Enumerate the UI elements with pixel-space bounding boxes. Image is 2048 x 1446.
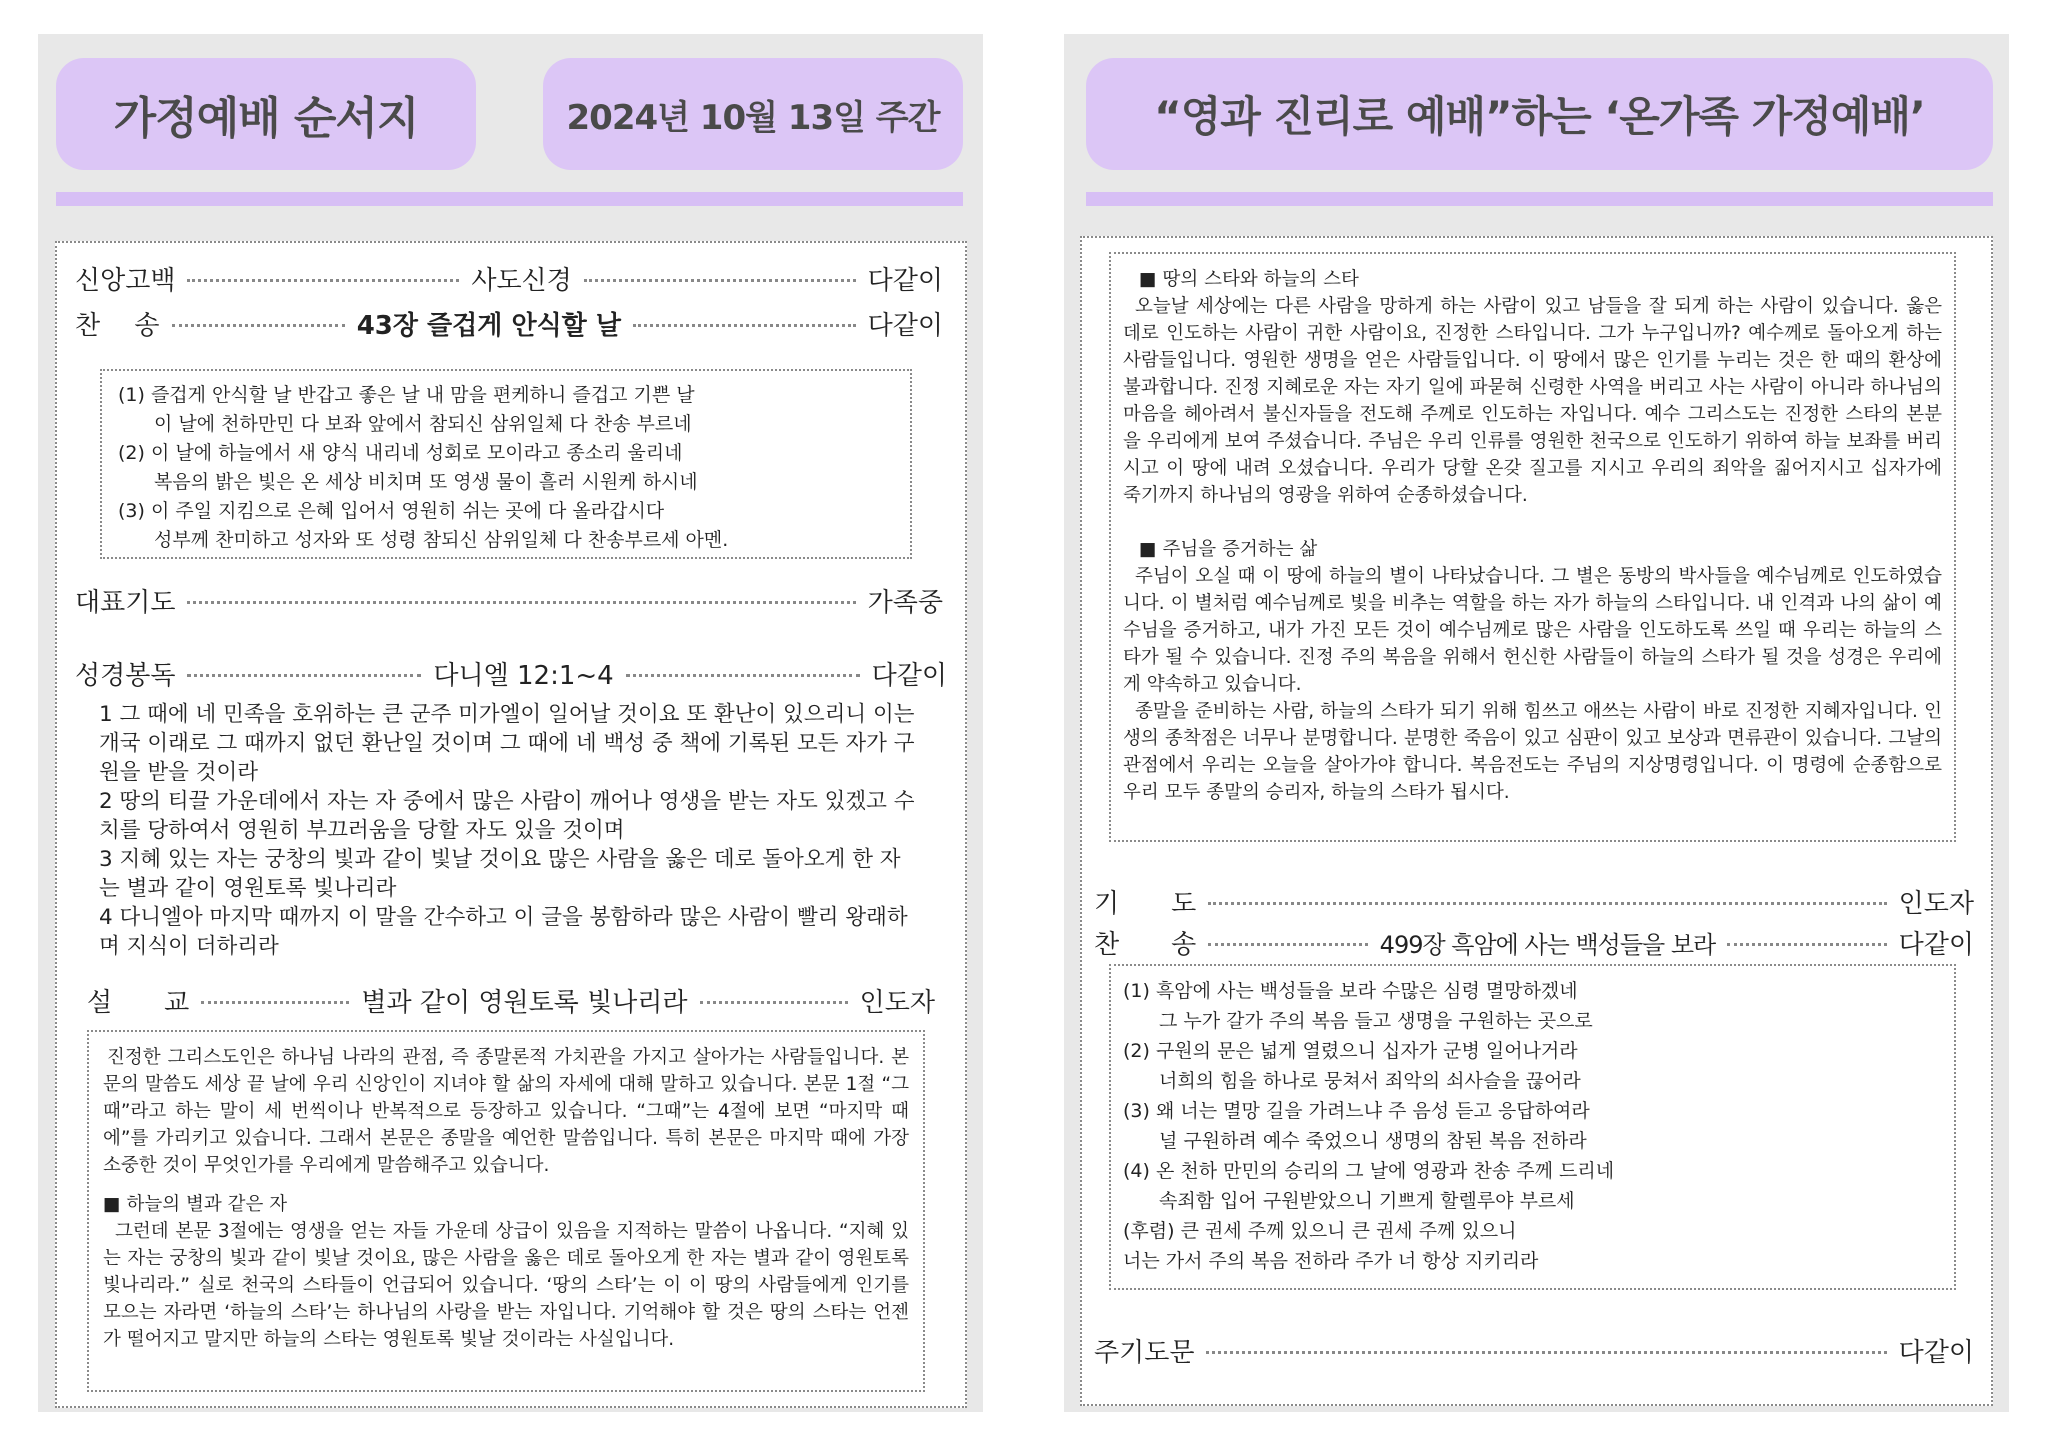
worship-date: 2024년 10월 13일 주간 [543,58,963,170]
hymn-line: (3) 왜 너는 멸망 길을 가려느냐 주 음성 듣고 응답하여라 [1123,1100,1590,1122]
scripture-verse: 2 땅의 티끌 가운데에서 자는 자 중에서 많은 사람이 깨어나 영생을 받는 자도 있겠고 수치를 당하여서 영원히 부끄러움을 당할 자도 있을 것이며 [99,789,915,843]
hymn-line: 그 누가 갈가 주의 복음 들고 생명을 구원하는 곳으로 [1159,1010,1593,1032]
sermon-section-heading: ■ 하늘의 별과 같은 자 [103,1191,909,1218]
section-heading-witness: ■ 주님을 증거하는 삶 [1123,536,1942,563]
hymn-line: (1) 즐겁게 안식할 날 반갑고 좋은 날 내 맘을 편케하니 즐겁고 기쁜 날 [118,384,695,406]
hymn-line: 너희의 힘을 하나로 뭉쳐서 죄악의 쇠사슬을 끊어라 [1159,1070,1581,1092]
section-text-witness-2: 종말을 준비하는 사람, 하늘의 스타가 되기 위해 힘쓰고 애쓰는 사람이 바로 진정한 지혜자입니다. 인생의 종착점은 너무나 분명합니다. 분명한 죽음이 있고 심판이 있고 보상과 면류관이 있습니다. 그날의 관점에서 우리는 오늘을 살아가야 합니다. 복음전도는 주님의 지상명령입니다. 이 명령에 순종함으로 우리 모두 종말의 승리자, 하늘의 스타가 됩시다. [1123,701,1942,803]
creed-row: 신앙고백 사도신경 다같이 [75,265,944,296]
scripture-verse: 4 다니엘아 마지막 때까지 이 말을 간수하고 이 글을 봉함하라 많은 사람이 빨리 왕래하며 지식이 더하리라 [99,905,908,959]
hymn-line: 너는 가서 주의 복음 전하라 주가 너 항상 지키리라 [1123,1250,1539,1272]
hymn-lyrics-box [100,369,912,559]
sermon-continued-box [1109,252,1956,842]
closing-hymn-lyrics-box [1109,964,1956,1290]
hymn-line: (후렴) 큰 권세 주께 있으니 큰 권세 주께 있으니 [1123,1220,1517,1242]
lords-prayer-row: 주기도문 다같이 [1094,1337,1974,1368]
hymn-line: 이 날에 천하만민 다 보좌 앞에서 참되신 삼위일체 다 찬송 부르네 [154,413,692,435]
sermon-box [87,1030,925,1392]
hymn-line: (2) 구원의 문은 넓게 열렸으니 십자가 군병 일어나거라 [1123,1040,1578,1062]
right-divider [1086,192,1993,206]
hymn-line: (4) 온 천하 만민의 승리의 그 날에 영광과 찬송 주께 드리네 [1123,1160,1615,1182]
hymn-line: 복음의 밝은 빛은 온 세상 비치며 또 영생 물이 흘러 시원케 하시네 [154,471,698,493]
sermon-intro: 진정한 그리스도인은 하나님 나라의 관점, 즉 종말론적 가치관을 가지고 살아가는 사람들입니다. 본문의 말씀도 세상 끝 날에 우리 신앙인이 지녀야 할 삶의 자세에 대해 말하고 있습니다. 본문 1절 “그때”라고 하는 말이 세 번씩이나 반복적으로 등장하고 있습니다. “그때”는 4절에 보면 “마지막 때에”를 가리키고 있습니다. 그래서 본문은 종말을 예언한 말씀입니다. 특히 본문은 마지막 때에 가장 소중한 것이 무엇인가를 우리에게 말씀해주고 있습니다. [103,1047,909,1176]
left-content [55,241,967,1408]
section-text-witness-1: 주님이 오실 때 이 땅에 하늘의 별이 나타났습니다. 그 별은 동방의 박사들을 예수님께로 인도하였습니다. 이 별처럼 예수님께로 빛을 비추는 역할을 하는 자가 하늘의 스타입니다. 내 인격과 나의 삶이 예수님을 증거하고, 내가 가진 모든 것이 예수님께로 많은 사람을 인도하도록 쓰일 때 우리는 하늘의 스타가 될 수 있습니다. 진정 주의 복음을 위해서 헌신한 사람들이 하늘의 스타가 될 것을 성경은 우리에게 약속하고 있습니다. [1123,566,1942,695]
scripture-verse: 3 지혜 있는 자는 궁창의 빛과 같이 빛날 것이요 많은 사람을 옳은 데로 돌아오게 한 자는 별과 같이 영원토록 빛나리라 [99,847,901,901]
closing-hymn-row: 찬 송 499장 흑암에 사는 백성들을 보라 다같이 [1094,929,1975,960]
hymn-line: (2) 이 날에 하늘에서 새 양식 내리네 성회로 모이라고 종소리 울리네 [118,442,683,464]
hymn-lyrics [118,381,910,555]
scripture-text [99,700,917,961]
left-divider [56,192,963,206]
right-content [1080,236,1993,1406]
hymn-line: (1) 흑암에 사는 백성들을 보라 수많은 심령 멸망하겠네 [1123,980,1578,1002]
section-text-stars: 오늘날 세상에는 다른 사람을 망하게 하는 사람이 있고 남들을 잘 되게 하는 사람이 있습니다. 옳은 데로 인도하는 사람이 귀한 사람이요, 진정한 스타입니다. 그가 누구입니까? 예수께로 돌아오게 하는 사람들입니다. 영원한 생명을 얻은 사람들입니다. 이 땅에서 많은 인기를 누리는 것은 한 때의 환상에 불과합니다. 진정 지혜로운 자는 자기 일에 파묻혀 신령한 사역을 버리고 사는 사람이 아니라 하나님의 마음을 헤아려서 불신자들을 전도해 주께로 인도하는 자입니다. 예수 그리스도는 진정한 스타의 본분을 우리에게 보여 주셨습니다. 주님은 우리 인류를 영원한 천국으로 인도하기 위하여 하늘 보좌를 버리시고 이 땅에 내려 오셨습니다. 우리가 당할 온갖 질고를 지시고 우리의 죄악을 짊어지시고 십자가에 죽기까지 하나님의 영광을 위하여 순종하셨습니다. [1123,296,1942,506]
prayer-row: 대표기도 가족중 [75,587,943,618]
hymn-line: (3) 이 주일 지킴으로 은혜 입어서 영원히 쉬는 곳에 다 올라갑시다 [118,500,665,522]
closing-prayer-row: 기 도 인도자 [1094,888,1974,919]
hymn-line: 속죄함 입어 구원받았으니 기쁘게 할렐루야 부르세 [1159,1190,1575,1212]
right-page [1064,34,2009,1412]
sermon-section-text: 그런데 본문 3절에는 영생을 얻는 자들 가운데 상급이 있음을 지적하는 말씀이 나옵니다. “지혜 있는 자는 궁창의 빛과 같이 빛날 것이요, 많은 사람을 옳은 데로 돌아오게 한 자는 별과 같이 영원토록 빛나리라.” 실로 천국의 스타들이 언급되어 있습니다. ‘땅의 스타’는 이 이 땅의 사람들에게 인기를 모으는 자라면 ‘하늘의 스타’는 하나님의 사랑을 받는 자입니다. 기억해야 할 것은 땅의 스타는 언젠가 떨어지고 말지만 하늘의 스타는 영원토록 빛날 것이라는 사실입니다. [103,1221,910,1350]
hymn-line: 성부께 찬미하고 성자와 또 성령 참되신 삼위일체 다 찬송부르세 아멘. [154,529,729,551]
hymn-row: 찬 송 43장 즐겁게 안식할 날 다같이 [75,310,943,341]
worship-title: 가정예배 순서지 [56,58,476,170]
scripture-verse: 1 그 때에 네 민족을 호위하는 큰 군주 미가엘이 일어날 것이요 또 환난이 있으리니 이는 개국 이래로 그 때까지 없던 환난일 것이며 그 때에 네 백성 중 책에 기록된 모든 자가 구원을 받을 것이라 [99,702,915,785]
reading-row: 성경봉독 다니엘 12:1~4 다같이 [75,660,947,691]
family-worship-title: “영과 진리로 예배”하는 ‘온가족 가정예배’ [1086,58,1993,170]
section-heading-stars: ■ 땅의 스타와 하늘의 스타 [1123,266,1942,293]
closing-hymn-lyrics [1123,976,1954,1276]
left-page [38,34,983,1412]
hymn-line: 널 구원하려 예수 죽었으니 생명의 참된 복음 전하라 [1159,1130,1587,1152]
sermon-row: 설 교 별과 같이 영원토록 빛나리라 인도자 [87,987,935,1018]
